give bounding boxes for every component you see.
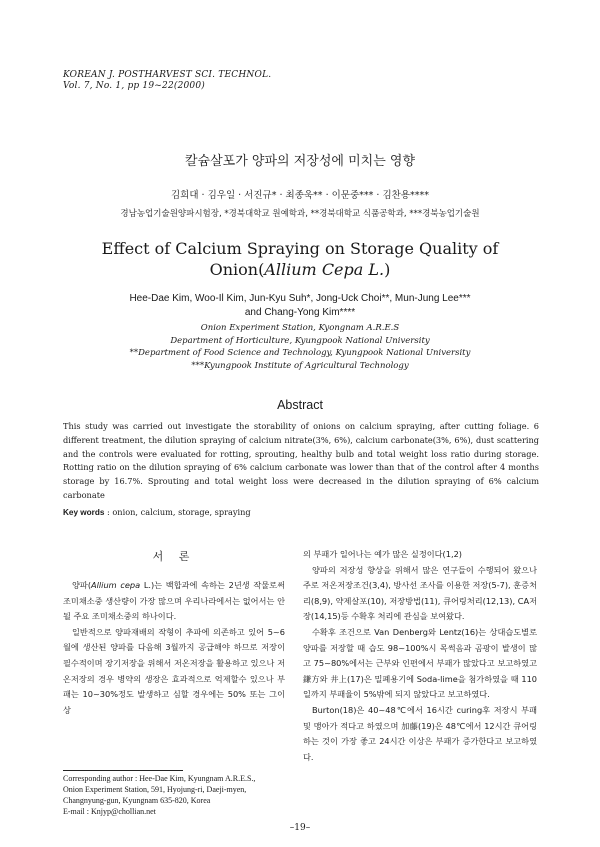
journal-name: KOREAN J. POSTHARVEST SCI. TECHNOL. (63, 70, 272, 80)
english-title-line1: Effect of Calcium Spraying on Storage Quality of (101, 239, 499, 258)
footnote-email: E-mail : Knjyp@chollian.net (63, 807, 156, 816)
right-paragraph-2: 수확후 조건으로 Van Denberg와 Lentz(16)는 상대습도별로 양파를 저장할 때 습도 98~100%시 목썩음과 곰팡이 발생이 많고 75~80%에서는 근부와 인편에서 부패가 많았다고 보고하였고 鎌方와 井上(17)은 밀폐용기에 Soda-lime을 첨가하였을 때 110일까지 부패율이 5%밖에 되지 않았다고 보고하였다. (303, 626, 537, 700)
section-title: 서 론 (152, 550, 196, 563)
abstract-heading: Abstract (277, 398, 323, 412)
right-paragraph-0: 의 부패가 일어나는 예가 많은 실정이다(1,2) (303, 549, 462, 559)
korean-authors: 김희대 · 김우일 · 서진규* · 최종욱** · 이문중*** · 김찬용**** (171, 190, 429, 201)
abstract-text: This study was carried out investigate the storability of onions on calcium spraying, after cutting foliage. 6 different treatment, the dilution spraying of calcium nitrate(3%, 6%), calcium carbonate(3%, 6%), dust scattering and the controls were evaluated for rotting, sprouting, healthy bulb and total weight loss ratio during storage. Rotting ratio on the dilution spraying of 6% calcium carbonate was lower than that of the control after 4 months storage by 16.7%. Sprouting and total weight loss were decreased in the dilution spraying of 6% calcium carbonate (63, 421, 539, 500)
right-paragraph-3: Burton(18)은 40~48℃에서 16시간 curing후 저장시 부패 및 맹아가 적다고 하였으며 加藤(19)은 48℃에서 12시간 큐어링 하는 것이 가장 좋고 24시간 이상은 부패가 증가한다고 보고하였다. (303, 704, 537, 762)
left-paragraph-2: 일반적으로 양파재배의 작형이 추파에 의존하고 있어 5~6월에 생산된 양파를 다음해 3월까지 공급해야 하므로 저장이 필수적이며 장기저장을 위해서 저온저장을 활용하고 있으나 저온저장의 경우 병약의 생장은 효과적으로 억제할수 있으나 부패는 10~30%정도 발생하고 심할 경우에는 50% 또는 그이상 (63, 626, 285, 715)
korean-title: 칼슘살포가 양파의 저장성에 미치는 영향 (184, 154, 415, 169)
footnote-line-1: Corresponding author : Hee-Dae Kim, Kyungnam A.R.E.S., (63, 774, 256, 783)
keywords-text: : onion, calcium, storage, spraying (107, 507, 251, 517)
p1-rest: L.)는 백합과에 속하는 2년생 작물로써 조미채소중 생산량이 가장 많으며 우리나라에서는 없어서는 안될 주요 조미채소중의 하나이다. (63, 580, 286, 622)
title-species: Allium Cepa L. (264, 260, 385, 279)
korean-affiliations: 경남농업기술원양파시험장, *경북대학교 원예학과, **경북대학교 식품공학과, ***경북농업기술원 (120, 209, 480, 219)
english-affiliations (0, 322, 600, 372)
title-prefix: Onion( (209, 260, 265, 279)
title-suffix: ) (384, 260, 391, 279)
footnote-rule (63, 770, 183, 771)
right-column (303, 547, 537, 765)
affiliation-3: **Department of Food Science and Technology, Kyungpook National University (129, 348, 471, 358)
page-number: –19– (289, 823, 311, 833)
english-authors-line1: Hee-Dae Kim, Woo-Il Kim, Jun-Kyu Suh*, Jong-Uck Choi**, Mun-Jung Lee*** (129, 293, 471, 304)
english-authors (0, 292, 600, 320)
affiliation-2: Department of Horticulture, Kyungpook National University (170, 335, 430, 346)
left-paragraph-1 (63, 578, 285, 625)
english-title (0, 238, 600, 280)
corresponding-author-footnote (63, 773, 285, 817)
p1-species: Allium cepa (91, 580, 141, 590)
journal-volume: Vol. 7, No. 1, pp 19~22(2000) (63, 81, 205, 91)
footnote-line-2: Onion Experiment Station, 591, Hyojung-ri, Daeji-myen, (63, 785, 247, 794)
footnote-line-3: Changnyung-gun, Kyungnam 635-820, Korea (63, 796, 211, 805)
english-title-line2 (0, 259, 600, 280)
affiliation-4: ***Kyungpook Institute of Agricultural Technology (191, 360, 409, 371)
english-authors-line2: and Chang-Yong Kim**** (244, 307, 356, 318)
left-column (63, 578, 285, 718)
keywords-label: Key words (63, 508, 105, 517)
affiliation-1: Onion Experiment Station, Kyongnam A.R.E.S (200, 323, 400, 333)
keywords (63, 507, 251, 517)
p1-prefix: 양파( (72, 580, 92, 590)
journal-header (63, 70, 271, 92)
right-paragraph-1: 양파의 저장성 향상을 위해서 많은 연구들이 수행되어 왔으나 주로 저온저장조건(3,4), 방사선 조사를 이용한 저장(5-7), 훈증처리(8,9), 약제살포(10), 저장방법(11), 큐어링처리(12,13), CA저장(14,15)등 수확후 처리에 관심을 보여왔다. (303, 564, 537, 622)
